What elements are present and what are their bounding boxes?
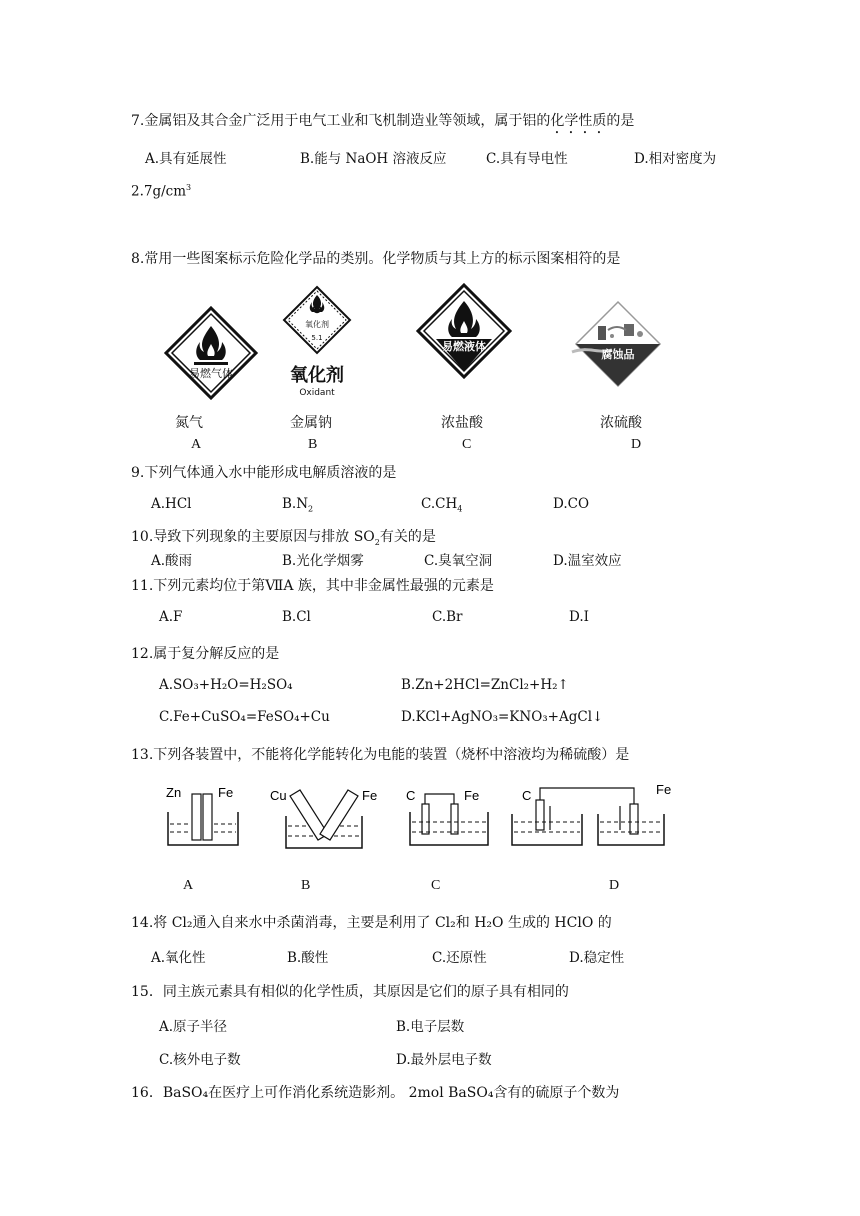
q10-option-b: B.光化学烟雾	[282, 553, 364, 569]
q7-density-value: 2.7g/cm	[131, 183, 187, 200]
q10-option-c: C.臭氧空洞	[424, 553, 493, 569]
q7-stem-emphasis: 化学性质	[550, 113, 607, 129]
q12-option-c: C.Fe+CuSO₄=FeSO₄+Cu	[159, 709, 330, 725]
q11-option-c: C.Br	[432, 609, 463, 625]
q13-stem: 13.下列各装置中，不能将化学能转化为电能的装置（烧杯中溶液均为稀硫酸）是	[131, 747, 630, 763]
q8-letter-c: C	[462, 437, 472, 452]
q10-option-d: D.温室效应	[553, 553, 622, 569]
q12-option-b: B.Zn+2HCl=ZnCl₂+H₂↑	[401, 677, 569, 693]
apparatus-a-right-electrode: Fe	[218, 785, 234, 800]
q11-stem: 11.下列元素均位于第ⅦA 族，其中非金属性最强的元素是	[131, 578, 494, 594]
q14-stem: 14.将 Cl₂通入自来水中杀菌消毒，主要是利用了 Cl₂和 H₂O 生成的 HClO 的	[131, 915, 612, 931]
corrosive-sign-icon	[568, 296, 668, 396]
q8-substance-a: 氮气	[175, 415, 203, 431]
apparatus-d-diagram	[506, 778, 676, 852]
q15-stem: 15．同主族元素具有相似的化学性质，其原因是它们的原子具有相同的	[131, 984, 569, 1000]
q10-stem-sub: 2	[374, 537, 380, 547]
q8-letter-b: B	[308, 437, 318, 452]
q9-option-b-sub: 2	[308, 504, 314, 514]
q13-letter-b: B	[301, 878, 311, 893]
q13-letter-c: C	[431, 878, 441, 893]
q9-option-b	[282, 496, 313, 514]
q7-option-d-cont	[131, 183, 191, 200]
q9-option-c	[421, 496, 462, 514]
q13-letter-d: D	[609, 878, 620, 893]
q9-option-b-text: B.N	[282, 496, 309, 512]
apparatus-c-right-electrode: Fe	[464, 788, 480, 803]
q13-letter-a: A	[183, 878, 194, 893]
q11-option-b: B.Cl	[282, 609, 311, 625]
q12-stem: 12.属于复分解反应的是	[131, 646, 280, 662]
sign-b-top-label: 氧化剂	[305, 320, 329, 329]
q8-substance-b: 金属钠	[290, 415, 332, 431]
q10-stem	[131, 526, 436, 547]
apparatus-c-left-electrode: C	[406, 788, 416, 803]
sign-b-class-number: 5.1	[311, 334, 323, 342]
q9-option-c-text: C.CH	[421, 496, 458, 512]
apparatus-b-left-electrode: Cu	[270, 788, 287, 803]
q16-stem: 16．BaSO₄在医疗上可作消化系统造影剂。 2mol BaSO₄含有的硫原子个数为	[131, 1085, 620, 1101]
apparatus-b-right-electrode: Fe	[362, 788, 378, 803]
q15-option-d: D.最外层电子数	[396, 1052, 492, 1068]
q10-option-a: A.酸雨	[151, 553, 193, 569]
q7-density-sup: 3	[186, 183, 192, 192]
apparatus-c-diagram	[404, 782, 494, 852]
q8-letter-d: D	[631, 437, 642, 452]
oxidant-sign-icon	[272, 285, 362, 400]
q14-option-a: A.氧化性	[151, 950, 206, 966]
apparatus-d-right-electrode: Fe	[656, 782, 672, 797]
q8-letter-a: A	[191, 437, 202, 452]
q7-option-c: C.具有导电性	[486, 151, 568, 167]
apparatus-a-left-electrode: Zn	[166, 785, 182, 800]
q7-stem-end: 的是	[606, 113, 635, 129]
q12-option-d: D.KCl+AgNO₃=KNO₃+AgCl↓	[401, 709, 604, 725]
q11-option-a: A.F	[159, 609, 183, 625]
apparatus-b-diagram	[268, 782, 380, 852]
q15-option-a: A.原子半径	[159, 1019, 228, 1035]
q15-option-b: B.电子层数	[396, 1019, 465, 1035]
apparatus-d-left-electrode: C	[522, 788, 532, 803]
q7-stem-text: 7.金属铝及其合金广泛用于电气工业和飞机制造业等领域，属于铝的	[131, 113, 551, 129]
q10-stem-text: 10.导致下列现象的主要原因与排放 SO	[131, 529, 375, 545]
q9-option-d: D.CO	[553, 496, 590, 512]
q14-option-c: C.还原性	[432, 950, 487, 966]
sign-b-english-label: Oxidant	[299, 388, 335, 398]
q7-stem	[131, 110, 634, 137]
flammable-gas-sign-icon	[164, 306, 258, 400]
q7-option-a: A.具有延展性	[145, 151, 227, 167]
sign-a-label: 易燃气体	[189, 367, 233, 380]
sign-d-label: 腐蚀品	[601, 348, 635, 361]
q7-option-b: B.能与 NaOH 溶液反应	[300, 151, 447, 167]
q15-option-c: C.核外电子数	[159, 1052, 241, 1068]
q11-option-d: D.I	[569, 609, 589, 625]
q10-stem-end: 有关的是	[379, 529, 436, 545]
q12-option-a: A.SO₃+H₂O=H₂SO₄	[159, 677, 293, 693]
apparatus-a-diagram	[160, 782, 244, 852]
q9-stem: 9.下列气体通入水中能形成电解质溶液的是	[131, 465, 397, 481]
q9-option-c-sub: 4	[457, 504, 463, 514]
flammable-liquid-sign-icon	[416, 283, 512, 379]
q9-option-a: A.HCl	[151, 496, 192, 512]
sign-b-big-label: 氧化剂	[290, 365, 344, 386]
q8-substance-d: 浓硫酸	[600, 415, 642, 431]
q14-option-d: D.稳定性	[569, 950, 625, 966]
q14-option-b: B.酸性	[287, 950, 329, 966]
sign-c-label: 易燃液体	[442, 340, 486, 353]
q7-option-d: D.相对密度为	[634, 151, 717, 167]
q8-stem: 8.常用一些图案标示危险化学品的类别。化学物质与其上方的标示图案相符的是	[131, 251, 621, 267]
q8-substance-c: 浓盐酸	[441, 415, 483, 431]
